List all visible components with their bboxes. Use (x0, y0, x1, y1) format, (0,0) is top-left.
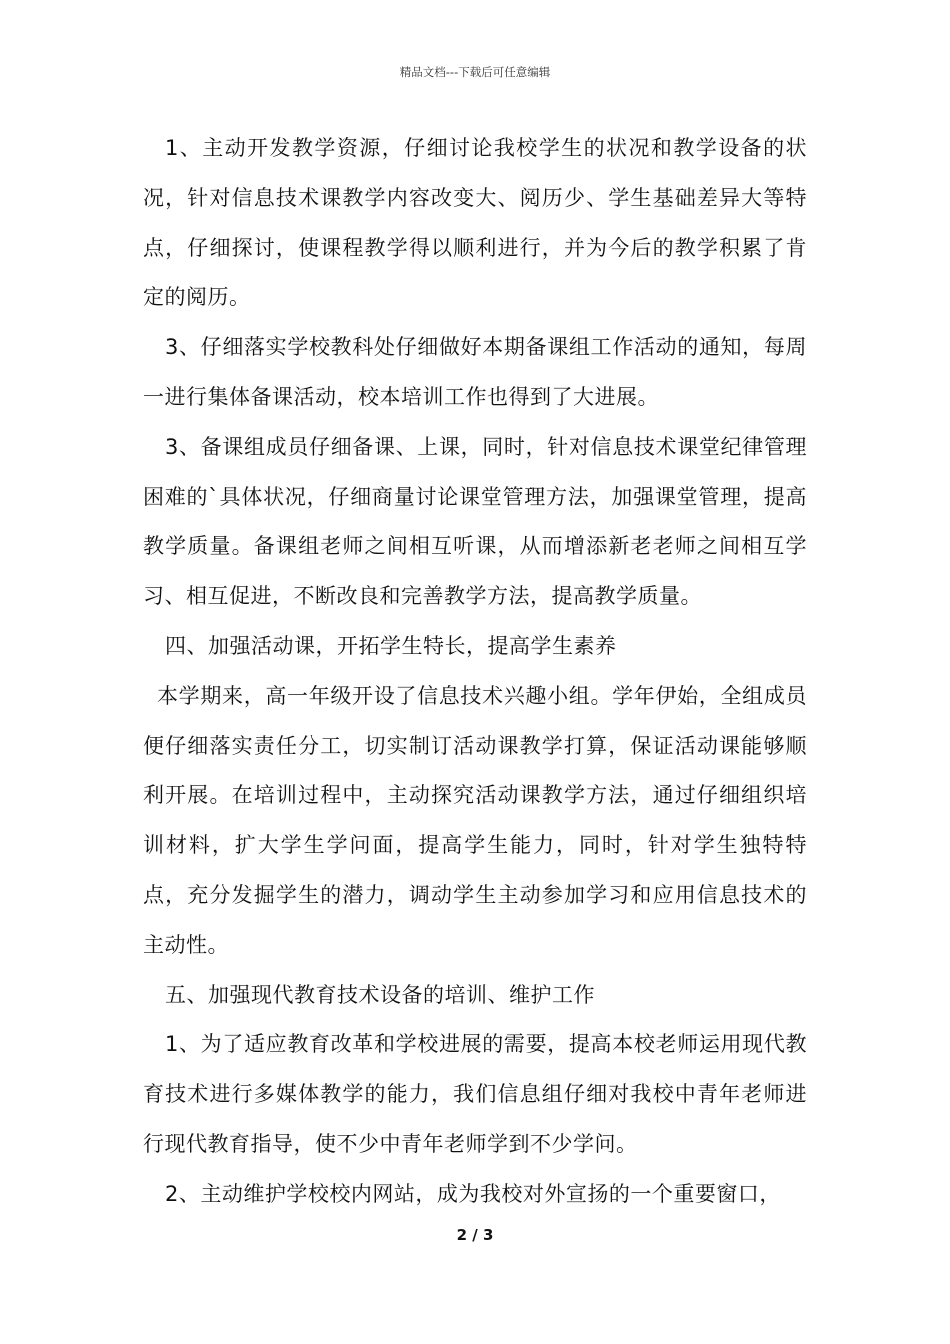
page-number: 2 / 3 (456, 1226, 494, 1244)
paragraph-5: 1、为了适应教育改革和学校进展的需要，提高本校老师运用现代教育技术进行多媒体教学的能力，我们信息组仔细对我校中青年老师进行现代教育指导，使不少中青年老师学到不少学问。 (143, 1032, 807, 1156)
section-heading-5: 五、加强现代教育技术设备的培训、维护工作 (165, 982, 595, 1007)
paragraph-1: 1、主动开发教学资源，仔细讨论我校学生的状况和教学设备的状况，针对信息技术课教学内容改变大、阅历少、学生基础差异大等特点，仔细探讨，使课程教学得以顺利进行，并为今后的教学积累了肯定的阅历。 (143, 136, 807, 310)
page-header-watermark: 精品文档---下载后可任意编辑 (399, 65, 551, 79)
section-heading-4: 四、加强活动课，开拓学生特长，提高学生素养 (165, 633, 617, 658)
document-body (143, 124, 807, 1220)
paragraph-6: 2、主动维护学校校内网站，成为我校对外宣扬的一个重要窗口， (165, 1181, 781, 1206)
paragraph-3: 3、备课组成员仔细备课、上课，同时，针对信息技术课堂纪律管理困难的`具体状况，仔细商量讨论课堂管理方法，加强课堂管理，提高教学质量。备课组老师之间相互听课，从而增添新老老师之间相互学习、相互促进，不断改良和完善教学方法，提高教学质量。 (143, 434, 807, 609)
paragraph-4: 本学期来，高一年级开设了信息技术兴趣小组。学年伊始，全组成员便仔细落实责任分工，切实制订活动课教学打算，保证活动课能够顺利开展。在培训过程中，主动探究活动课教学方法，通过仔细组织培训材料，扩大学生学问面，提高学生能力，同时，针对学生独特特点，充分发掘学生的潜力，调动学生主动参加学习和应用信息技术的主动性。 (143, 683, 807, 957)
paragraph-2: 3、仔细落实学校教科处仔细做好本期备课组工作活动的通知，每周一进行集体备课活动，校本培训工作也得到了大进展。 (143, 335, 807, 409)
